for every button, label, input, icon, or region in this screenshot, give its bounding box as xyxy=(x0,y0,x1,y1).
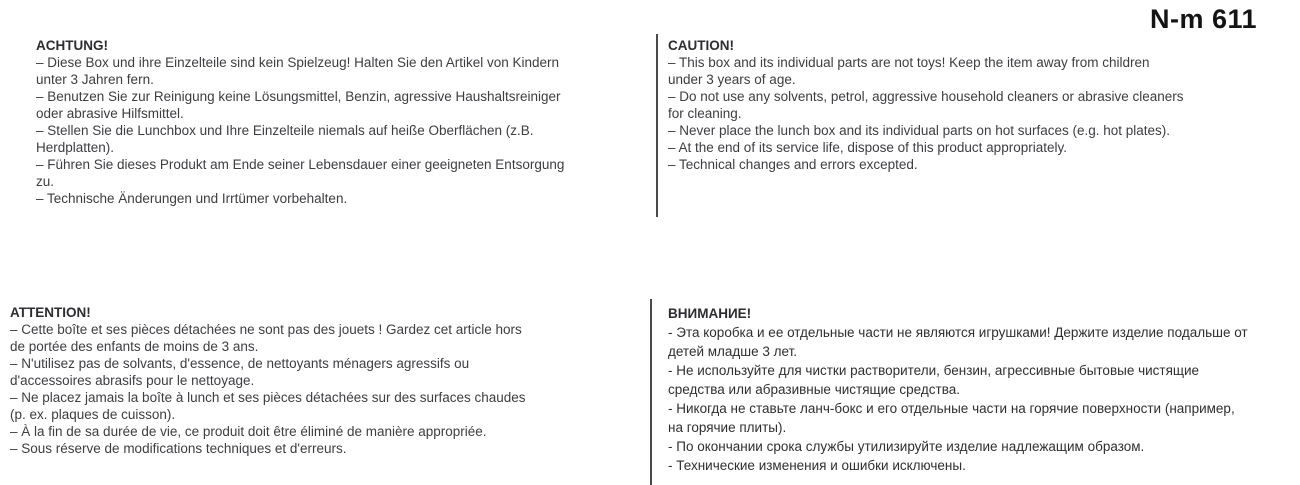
text-line: детей младше 3 лет. xyxy=(668,344,798,359)
text-line: - Технические изменения и ошибки исключены. xyxy=(668,458,966,473)
section-body-german xyxy=(36,54,648,207)
section-body-english xyxy=(668,54,1293,173)
text-line: – This box and its individual parts are not toys! Keep the item away from children xyxy=(668,55,1150,70)
warning-section-french xyxy=(10,304,644,457)
text-line: – À la fin de sa durée de vie, ce produit doit être éliminé de manière appropriée. xyxy=(10,424,487,439)
text-line: unter 3 Jahren fern. xyxy=(36,72,154,87)
text-line: – Do not use any solvents, petrol, aggressive household cleaners or abrasive cleaners xyxy=(668,89,1184,104)
warning-section-english xyxy=(668,37,1293,173)
text-line: – Ne placez jamais la boîte à lunch et ses pièces détachées sur des surfaces chaudes xyxy=(10,390,526,405)
section-heading-french: ATTENTION! xyxy=(10,305,91,320)
text-line: – Never place the lunch box and its individual parts on hot surfaces (e.g. hot plates). xyxy=(668,123,1171,138)
product-code-label: N-m 611 xyxy=(1150,4,1258,34)
text-line: under 3 years of age. xyxy=(668,72,796,87)
text-line: - По окончании срока службы утилизируйте изделие надлежащим образом. xyxy=(668,439,1145,454)
text-line: zu. xyxy=(36,174,55,189)
text-line: на горячие плиты). xyxy=(668,420,787,435)
text-line: for cleaning. xyxy=(668,106,742,121)
section-heading-russian: ВНИМАНИЕ! xyxy=(668,306,752,321)
vertical-divider-bottom xyxy=(650,299,652,485)
text-line: - Не используйте для чистки растворители, бензин, агрессивные бытовые чистящие xyxy=(668,363,1200,378)
text-line: – Diese Box und ihre Einzelteile sind kein Spielzeug! Halten Sie den Artikel von Kindern xyxy=(36,55,560,70)
section-heading-german: ACHTUNG! xyxy=(36,38,108,53)
warning-section-russian xyxy=(668,304,1293,475)
text-line: oder abrasive Hilfsmittel. xyxy=(36,106,184,121)
text-line: – Cette boîte et ses pièces détachées ne sont pas des jouets ! Gardez cet article hors xyxy=(10,322,522,337)
text-line: – N'utilisez pas de solvants, d'essence, de nettoyants ménagers agressifs ou xyxy=(10,356,470,371)
section-body-french xyxy=(10,321,644,457)
text-line: – Technische Änderungen und Irrtümer vorbehalten. xyxy=(36,191,348,206)
text-line: d'accessoires abrasifs pour le nettoyage. xyxy=(10,373,255,388)
section-body-russian xyxy=(668,323,1293,475)
text-line: средства или абразивные чистящие средства. xyxy=(668,382,960,397)
text-line: – Führen Sie dieses Produkt am Ende seiner Lebensdauer einer geeigneten Entsorgung xyxy=(36,157,565,172)
text-line: – Benutzen Sie zur Reinigung keine Lösungsmittel, Benzin, agressive Haushaltsreiniger xyxy=(36,89,561,104)
vertical-divider-top xyxy=(656,34,658,217)
text-line: – Sous réserve de modifications techniques et d'erreurs. xyxy=(10,441,347,456)
text-line: - Никогда не ставьте ланч-бокс и его отдельные части на горячие поверхности (например, xyxy=(668,401,1235,416)
text-line: – At the end of its service life, dispose of this product appropriately. xyxy=(668,140,1067,155)
warning-section-german xyxy=(36,37,648,207)
text-line: – Technical changes and errors excepted. xyxy=(668,157,918,172)
text-line: (p. ex. plaques de cuisson). xyxy=(10,407,176,422)
text-line: - Эта коробка и ее отдельные части не являются игрушками! Держите изделие подальше от xyxy=(668,325,1248,340)
section-heading-english: CAUTION! xyxy=(668,38,734,53)
text-line: – Stellen Sie die Lunchbox und Ihre Einzelteile niemals auf heiße Oberflächen (z.B. xyxy=(36,123,534,138)
text-line: de portée des enfants de moins de 3 ans. xyxy=(10,339,259,354)
text-line: Herdplatten). xyxy=(36,140,115,155)
